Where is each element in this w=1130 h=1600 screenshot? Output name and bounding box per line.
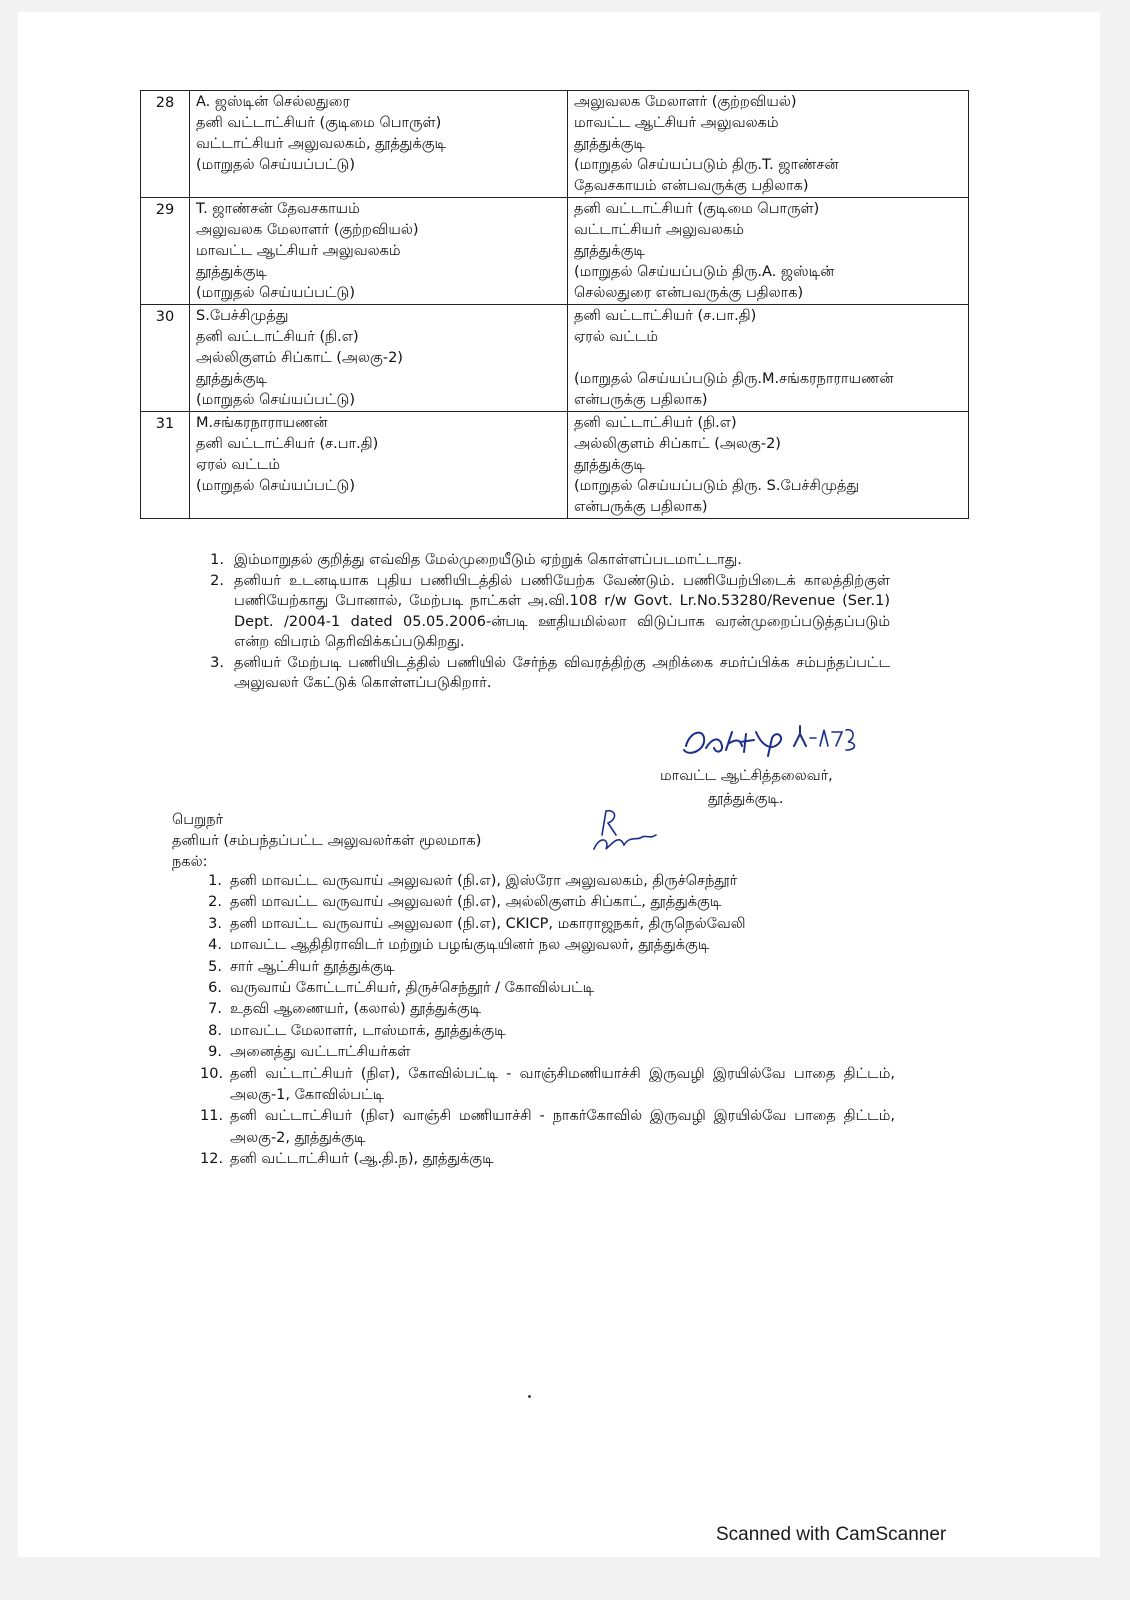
posting-line: தனி வட்டாட்சியர் (ச.பா.தி) (196, 436, 379, 452)
serial-number: 30 (141, 305, 190, 412)
copy-recipient-item (200, 999, 895, 1020)
posting-line: தூத்துக்குடி (574, 243, 645, 259)
posting-line: தனி வட்டாட்சியர் (குடிமை பொருள்) (574, 201, 820, 217)
transfer-table (140, 90, 969, 519)
new-posting-cell (568, 305, 969, 412)
item-text: உதவி ஆணையர், (கலால்) தூத்துக்குடி (230, 1001, 482, 1018)
item-text: தனியர் மேற்படி பணியிடத்தில் பணியில் சேர்ந்த விவரத்திற்கு அறிக்கை சமர்ப்பிக்க சம்பந்தப்பட்ட அலுவலர் கேட்டுக் கொள்ளப்படுகிறார். (234, 654, 890, 691)
posting-line: ஏரல் வட்டம் (574, 329, 659, 345)
posting-line: செல்லதுரை என்பவருக்கு பதிலாக) (574, 285, 804, 301)
current-posting-cell (190, 412, 568, 519)
new-posting-cell (568, 198, 969, 305)
copy-recipient-item (200, 1149, 895, 1170)
posting-line: என்பருக்கு பதிலாக) (574, 392, 708, 408)
item-number: 11. (200, 1108, 224, 1125)
item-number: 1. (210, 552, 224, 568)
item-text: தனி மாவட்ட வருவாய் அலுவலா (நி.எ), CKICP, மகாராஜநகர், திருநெல்வேலி (230, 915, 746, 932)
condition-item (200, 571, 890, 653)
copy-recipient-item (200, 871, 895, 892)
new-posting-cell (568, 412, 969, 519)
posting-line: ஏரல் வட்டம் (196, 457, 281, 473)
condition-item (200, 550, 890, 571)
posting-line: அல்லிகுளம் சிப்காட் (அலகு-2) (574, 436, 781, 452)
posting-line: (மாறுதல் செய்யப்பட்டு) (196, 478, 356, 494)
posting-line: (மாறுதல் செய்யப்படும் திரு.T. ஜாண்சன் (574, 157, 839, 173)
item-number: 2. (208, 894, 222, 911)
posting-line: தனி வட்டாட்சியர் (ச.பா.தி) (574, 308, 757, 324)
item-number: 5. (208, 958, 222, 975)
item-number: 6. (208, 980, 222, 997)
posting-line: தேவசகாயம் என்பவருக்கு பதிலாக) (574, 178, 809, 194)
recipient-block (172, 810, 892, 873)
item-number: 8. (208, 1022, 222, 1039)
signature-mark (676, 716, 900, 766)
recipient-label: பெறுநர் (172, 812, 224, 828)
posting-line: தூத்துக்குடி (196, 371, 267, 387)
item-text: தனியர் உடனடியாக புதிய பணியிடத்தில் பணியேற்க வேண்டும். பணியேற்பிடைக் காலத்திற்குள் பணியேற்காது போனால், மேற்படி நாட்கள் அ.வி.108 r/w Govt. Lr.No.53280/Revenue (Ser.1) Dept. /2004-1 dated 05.05.2006-ன்படி ஊதியமில்லா விடுப்பாக வரன்முறைப்படுத்தப்படும் என்ற விபரம் தெரிவிக்கப்படுகிறது. (234, 572, 890, 650)
copy-recipient-item (200, 1042, 895, 1063)
posting-line: M.சங்கரநாராயணன் (196, 415, 328, 431)
posting-line: (மாறுதல் செய்யப்படும் திரு.M.சங்கரநாராயணன் (574, 371, 894, 387)
posting-line: தனி வட்டாட்சியர் (குடிமை பொருள்) (196, 115, 442, 131)
item-number: 4. (208, 937, 222, 954)
posting-line: T. ஜாண்சன் தேவசகாயம் (196, 201, 360, 217)
copy-recipient-item (200, 914, 895, 935)
current-posting-cell (190, 91, 568, 198)
copy-to-list (200, 871, 895, 1171)
copy-recipient-item (200, 935, 895, 956)
item-text: வருவாய் கோட்டாட்சியர், திருச்செந்தூர் / கோவில்பட்டி (230, 980, 595, 997)
posting-line: தூத்துக்குடி (574, 136, 645, 152)
item-number: 10. (200, 1065, 224, 1082)
posting-line: மாவட்ட ஆட்சியர் அலுவலகம் (574, 115, 779, 131)
posting-line: அலுவலக மேலாளர் (குற்றவியல்) (196, 222, 419, 238)
posting-line: தூத்துக்குடி (196, 264, 267, 280)
recipient-addressee: தனியர் (சம்பந்தப்பட்ட அலுவலர்கள் மூலமாக) (172, 833, 482, 849)
conditions-list (200, 550, 890, 694)
scanner-watermark: Scanned with CamScanner (716, 1524, 947, 1545)
item-number: 7. (208, 1001, 222, 1018)
transfer-row (141, 412, 969, 519)
item-text: மாவட்ட மேலாளர், டாஸ்மாக், தூத்துக்குடி (230, 1022, 506, 1039)
transfer-row (141, 198, 969, 305)
posting-line: (மாறுதல் செய்யப்பட்டு) (196, 157, 356, 173)
copy-recipient-item (200, 1106, 895, 1149)
posting-line: மாவட்ட ஆட்சியர் அலுவலகம் (196, 243, 401, 259)
item-text: தனி வட்டாட்சியர் (நிஎ) வாஞ்சி மணியாச்சி - நாகர்கோவில் இருவழி இரயில்வே பாதை திட்டம், அலகு-2, தூத்துக்குடி (230, 1108, 895, 1146)
item-number: 9. (208, 1044, 222, 1061)
item-text: தனி மாவட்ட வருவாய் அலுவலர் (நி.எ), அல்லிகுளம் சிப்காட், தூத்துக்குடி (230, 894, 722, 911)
item-text: தனி வட்டாட்சியர் (நிஎ), கோவில்பட்டி - வாஞ்சிமணியாச்சி இருவழி இரயில்வே பாதை திட்டம், அலகு-1, கோவில்பட்டி (230, 1065, 895, 1104)
copy-label: நகல்: (172, 854, 208, 870)
serial-number: 31 (141, 412, 190, 519)
signature-block (660, 765, 920, 811)
current-posting-cell (190, 305, 568, 412)
current-posting-cell (190, 198, 568, 305)
posting-line: A. ஜஸ்டின் செல்லதுரை (196, 94, 350, 110)
copy-recipient-item (200, 957, 895, 978)
posting-line: தூத்துக்குடி (574, 457, 645, 473)
signatory-designation: மாவட்ட ஆட்சித்தலைவர், (660, 768, 833, 784)
posting-line (574, 348, 964, 369)
copy-recipient-item (200, 978, 895, 999)
item-text: மாவட்ட ஆதிதிராவிடர் மற்றும் பழங்குடியினர் நல அலுவலர், தூத்துக்குடி (230, 937, 710, 954)
item-number: 2. (210, 572, 224, 589)
copy-recipient-item (200, 1021, 895, 1042)
serial-number: 29 (141, 198, 190, 305)
scan-speck (528, 1395, 531, 1398)
posting-line: தனி வட்டாட்சியர் (நி.எ) (196, 329, 359, 345)
item-text: தனி மாவட்ட வருவாய் அலுவலர் (நி.எ), இஸ்ரோ அலுவலகம், திருச்செந்தூர் (230, 873, 738, 889)
posting-line: (மாறுதல் செய்யப்படும் திரு. S.பேச்சிமுத்து (574, 478, 860, 494)
copy-recipient-item (200, 892, 895, 913)
posting-line: அலுவலக மேலாளர் (குற்றவியல்) (574, 94, 797, 110)
item-text: சார் ஆட்சியர் தூத்துக்குடி (230, 958, 395, 975)
posting-line: (மாறுதல் செய்யப்படும் திரு.A. ஜஸ்டின் (574, 264, 835, 280)
item-text: அனைத்து வட்டாட்சியர்கள் (230, 1044, 411, 1061)
item-number: 12. (200, 1151, 224, 1168)
posting-line: (மாறுதல் செய்யப்பட்டு) (196, 392, 356, 408)
signatory-place: தூத்துக்குடி. (708, 791, 784, 807)
transfer-row (141, 91, 969, 198)
item-text: இம்மாறுதல் குறித்து எவ்வித மேல்முறையீடும் ஏற்றுக் கொள்ளப்படமாட்டாது. (234, 552, 742, 568)
item-number: 1. (208, 873, 222, 889)
copy-recipient-item (200, 1064, 895, 1107)
transfer-row (141, 305, 969, 412)
posting-line: வட்டாட்சியர் அலுவலகம் (574, 222, 744, 238)
item-number: 3. (210, 654, 224, 671)
serial-number: 28 (141, 91, 190, 198)
new-posting-cell (568, 91, 969, 198)
posting-line: வட்டாட்சியர் அலுவலகம், தூத்துக்குடி (196, 136, 447, 152)
posting-line: S.பேச்சிமுத்து (196, 308, 289, 324)
posting-line: அல்லிகுளம் சிப்காட் (அலகு-2) (196, 350, 403, 366)
item-number: 3. (208, 915, 222, 932)
item-text: தனி வட்டாட்சியர் (ஆ.தி.ந), தூத்துக்குடி (230, 1151, 494, 1168)
posting-line: (மாறுதல் செய்யப்பட்டு) (196, 285, 356, 301)
posting-line: என்பருக்கு பதிலாக) (574, 499, 708, 515)
posting-line: தனி வட்டாட்சியர் (நி.எ) (574, 415, 737, 431)
condition-item (200, 653, 890, 694)
